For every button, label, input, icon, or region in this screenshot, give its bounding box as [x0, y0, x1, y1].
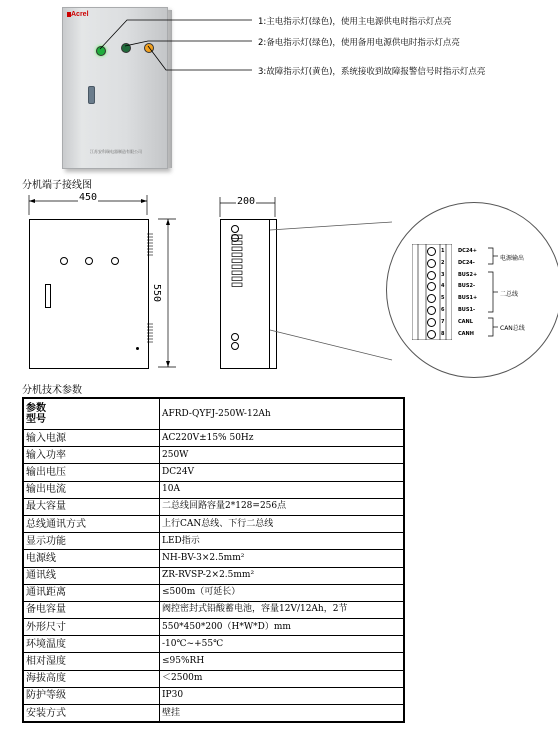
- indicator-label-backup: 2:备电指示灯(绿色)，使用备用电源供电时指示灯点亮: [258, 38, 460, 48]
- spec-row-key: 外形尺寸: [23, 619, 160, 636]
- spec-header-key: [23, 398, 160, 430]
- terminal-label: BUS2+: [458, 271, 478, 278]
- spec-row-key: 输出电流: [23, 481, 160, 498]
- terminal-label: DC24-: [458, 259, 475, 266]
- terminal-screw-icon: [427, 259, 436, 268]
- handle-outline: [45, 284, 51, 308]
- spec-row: [23, 464, 404, 481]
- spec-row-value: 250W: [160, 447, 405, 464]
- knockout-hole-icon: [231, 333, 239, 341]
- spec-row-value: IP30: [160, 687, 405, 704]
- depth-dimension: 200: [237, 196, 256, 207]
- spec-row: [23, 515, 404, 532]
- spec-row: [23, 567, 404, 584]
- terminal-screw-icon: [427, 271, 436, 280]
- terminal-screw-icon: [427, 247, 436, 256]
- spec-row: [23, 584, 404, 601]
- indicator-label-fault: 3:故障指示灯(黄色)，系统接收到故障报警信号时指示灯点亮: [258, 67, 486, 77]
- group-label-bus: 二总线: [500, 291, 519, 298]
- terminal-screw-icon: [427, 306, 436, 315]
- spec-row-value: ≤500m（可延长）: [160, 584, 405, 601]
- terminal-label: DC24+: [458, 248, 477, 254]
- spec-row: [23, 670, 404, 687]
- spec-row-key: 相对湿度: [23, 653, 160, 670]
- spec-row-key: 显示功能: [23, 533, 160, 550]
- spec-row: [23, 430, 404, 447]
- spec-row-key: 总线通讯方式: [23, 515, 160, 532]
- spec-row-value: ZR-RVSP-2×2.5mm²: [160, 567, 405, 584]
- spec-row: [23, 601, 404, 618]
- spec-row-value: -10℃~+55℃: [160, 636, 405, 653]
- spec-header-key-line1: 参数: [26, 403, 46, 414]
- spec-row-value: ＜2500m: [160, 670, 405, 687]
- spec-row-value: 壁挂: [160, 705, 405, 723]
- spec-row-value: DC24V: [160, 464, 405, 481]
- terminal-number: 5: [441, 295, 445, 302]
- spec-row-key: 电源线: [23, 550, 160, 567]
- terminal-number: 6: [441, 307, 445, 313]
- indicator-label-main: 1:主电指示灯(绿色)，使用主电源供电时指示灯点亮: [258, 17, 452, 27]
- spec-header-row: [23, 398, 404, 430]
- terminal-label: BUS1+: [458, 295, 478, 302]
- height-dimension: 550: [151, 284, 162, 303]
- door-handle-icon: [88, 86, 95, 104]
- terminal-number: 4: [441, 283, 445, 290]
- magnifier-leader-lines: [268, 200, 398, 380]
- indicator-leader-lines: [0, 0, 270, 80]
- terminal-screw-icon: [427, 294, 436, 303]
- terminal-number: 1: [441, 248, 445, 254]
- spec-row-key: 输入电源: [23, 430, 160, 447]
- spec-row: [23, 498, 404, 515]
- knockout-hole-icon: [231, 342, 239, 350]
- spec-row-key: 通讯线: [23, 567, 160, 584]
- spec-row: [23, 533, 404, 550]
- spec-row-key: 环境温度: [23, 636, 160, 653]
- spec-row: [23, 550, 404, 567]
- terminal-label: BUS1-: [458, 307, 476, 313]
- spec-row: [23, 653, 404, 670]
- spec-row-value: 10A: [160, 481, 405, 498]
- terminal-label: BUS2-: [458, 283, 476, 290]
- terminal-list: [412, 244, 492, 340]
- spec-table: [22, 397, 405, 723]
- group-label-power: 电源输出: [500, 255, 525, 262]
- spec-row-key: 输出电压: [23, 464, 160, 481]
- brand-logo: Acrel: [71, 11, 89, 18]
- front-view-drawing: [29, 219, 149, 369]
- spec-row: [23, 687, 404, 704]
- terminal-label: CANL: [458, 318, 473, 325]
- terminal-number: 7: [441, 318, 445, 325]
- spec-row-key: 安装方式: [23, 705, 160, 723]
- spec-row: [23, 705, 404, 723]
- spec-row: [23, 481, 404, 498]
- spec-row-key: 防护等级: [23, 687, 160, 704]
- mount-hole-icon: [111, 257, 119, 265]
- mount-hole-icon: [60, 257, 68, 265]
- spec-row-key: 最大容量: [23, 498, 160, 515]
- knockout-hole-icon: [231, 225, 239, 233]
- vent-slots-icon: [231, 234, 243, 288]
- spec-row-key: 通讯距离: [23, 584, 160, 601]
- spec-row-value: NH-BV-3×2.5mm²: [160, 550, 405, 567]
- terminal-screw-icon: [427, 318, 436, 327]
- width-dimension: 450: [79, 192, 98, 203]
- spec-row-value: AC220V±15% 50Hz: [160, 430, 405, 447]
- spec-row-value: 550*450*200（H*W*D）mm: [160, 619, 405, 636]
- terminal-number: 8: [441, 330, 445, 337]
- lock-icon: [136, 347, 139, 350]
- cabinet-caption: 江苏安科瑞电器制造有限公司: [90, 149, 142, 154]
- terminal-number: 3: [441, 271, 445, 278]
- spec-row-value: 二总线回路容量2*128=256点: [160, 498, 405, 515]
- spec-row-key: 输入功率: [23, 447, 160, 464]
- terminal-screw-icon: [427, 282, 436, 291]
- spec-row: [23, 447, 404, 464]
- group-label-can: CAN总线: [500, 325, 525, 332]
- wiring-section-title: 分机端子接线图: [22, 180, 92, 191]
- terminal-label: CANH: [458, 330, 474, 337]
- spec-row: [23, 636, 404, 653]
- spec-row: [23, 619, 404, 636]
- mount-hole-icon: [85, 257, 93, 265]
- spec-row-value: LED指示: [160, 533, 405, 550]
- spec-row-key: 海拔高度: [23, 670, 160, 687]
- terminal-screw-icon: [427, 330, 436, 339]
- spec-row-key: 备电容量: [23, 601, 160, 618]
- spec-header-key-line2: 型号: [26, 414, 46, 425]
- terminal-number: 2: [441, 259, 445, 266]
- spec-row-value: 阀控密封式铅酸蓄电池，容量12V/12Ah，2节: [160, 601, 405, 618]
- spec-header-value: AFRD-QYFJ-250W-12Ah: [160, 398, 405, 430]
- spec-section-title: 分机技术参数: [22, 385, 82, 396]
- spec-row-value: ≤95%RH: [160, 653, 405, 670]
- terminal-group-brackets: [488, 244, 500, 340]
- spec-row-value: 上行CAN总线、下行二总线: [160, 515, 405, 532]
